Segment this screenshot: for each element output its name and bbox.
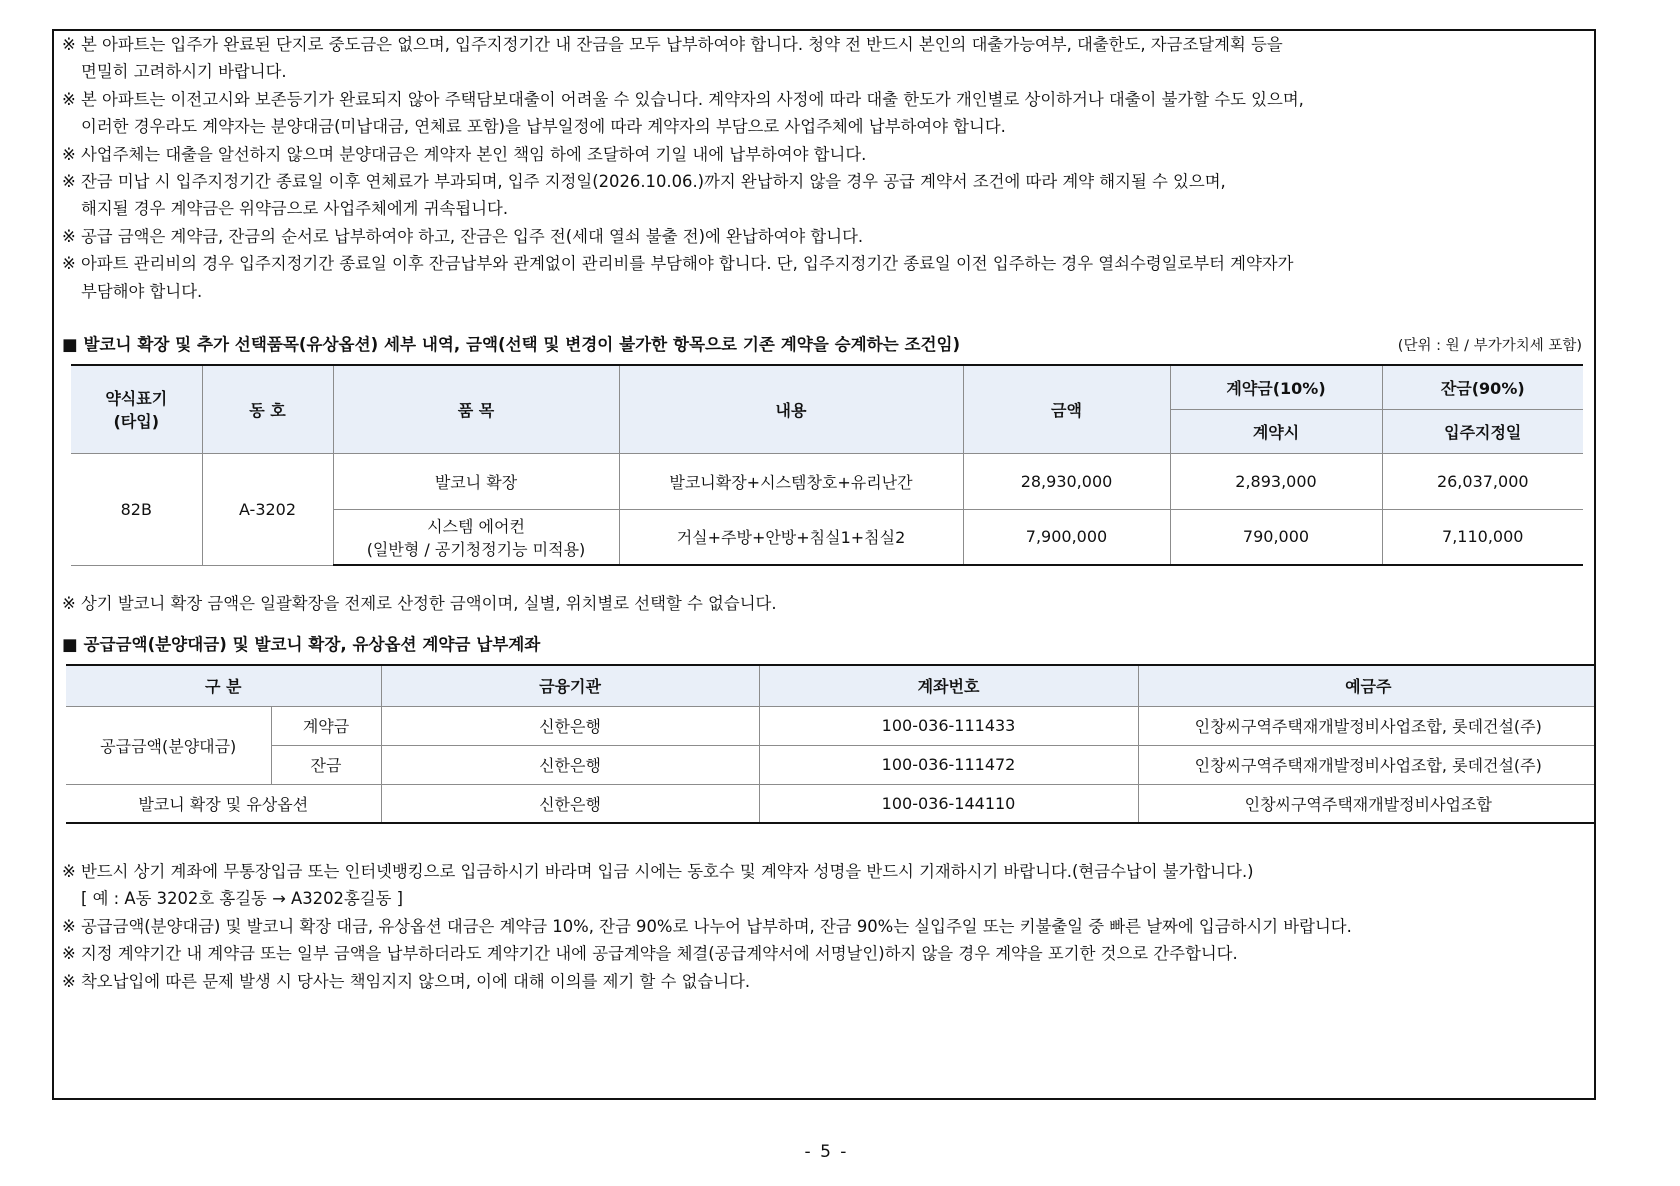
cell-account: 100-036-144110 <box>759 784 1138 823</box>
note-line: ※ 착오납입에 따른 문제 발생 시 당사는 책임지지 않으며, 이에 대해 이의를 제기 할 수 없습니다. <box>62 971 751 991</box>
cell-item-line1: 시스템 에어컨 <box>427 516 525 536</box>
options-table <box>71 364 1583 566</box>
cell-bank: 신한은행 <box>381 706 759 745</box>
cell-sub: 잔금 <box>271 745 381 784</box>
cell-holder: 인창씨구역주택재개발정비사업조합, 롯데건설(주) <box>1138 706 1596 745</box>
note-line: ※ 지정 계약기간 내 계약금 또는 일부 금액을 납부하더라도 계약기간 내에 공급계약을 체결(공급계약서에 서명날인)하지 않을 경우 계약을 포기한 것으로 간주합니다. <box>62 944 1238 964</box>
section-title: ■ 발코니 확장 및 추가 선택품목(유상옵션) 세부 내역, 금액(선택 및 변경이 불가한 항목으로 기존 계약을 승계하는 조건임) <box>62 335 961 354</box>
cell-deposit: 790,000 <box>1170 509 1382 565</box>
col-deposit: 계약금(10%) <box>1170 365 1382 409</box>
note-continuation: 이러한 경우라도 계약자는 분양대금(미납대금, 연체료 포함)을 납부일정에 따라 계약자의 부담으로 사업주체에 납부하여야 합니다. <box>81 117 1006 137</box>
col-deposit-when: 계약시 <box>1170 409 1382 453</box>
table-row <box>66 745 1596 784</box>
cell-bank: 신한은행 <box>381 745 759 784</box>
cell-balance: 7,110,000 <box>1382 509 1583 565</box>
options-footnote: ※ 상기 발코니 확장 금액은 일괄확장을 전제로 산정한 금액이며, 실별, 위치별로 선택할 수 없습니다. <box>62 594 777 613</box>
cell-account: 100-036-111472 <box>759 745 1138 784</box>
note-item <box>62 250 1304 305</box>
cell-item-line2: (일반형 / 공기청정기능 미적용) <box>366 539 586 559</box>
cell-option-label: 발코니 확장 및 유상옵션 <box>66 784 381 823</box>
note-line: ※ 잔금 미납 시 입주지정기간 종료일 이후 연체료가 부과되며, 입주 지정일(2026.10.06.)까지 완납하지 않을 경우 공급 계약서 조건에 따라 계약 해지될 수 있으며, <box>62 172 1226 192</box>
note-line: ※ 본 아파트는 이전고시와 보존등기가 완료되지 않아 주택담보대출이 어려울 수 있습니다. 계약자의 사정에 따라 대출 한도가 개인별로 상이하거나 대출이 불가할 수도 있으며, <box>62 89 1304 109</box>
note-line: ※ 본 아파트는 입주가 완료된 단지로 중도금은 없으며, 입주지정기간 내 잔금을 모두 납부하여야 합니다. 청약 전 반드시 본인의 대출가능여부, 대출한도, 자금조달계획 등을 <box>62 35 1283 54</box>
note-item <box>62 86 1304 141</box>
note-item <box>62 223 1304 250</box>
section-heading-accounts: ■ 공급금액(분양대금) 및 발코니 확장, 유상옵션 계약금 납부계좌 <box>62 635 541 654</box>
table-row <box>66 706 1596 745</box>
note-continuation: 해지될 경우 계약금은 위약금으로 사업주체에게 귀속됩니다. <box>81 199 509 219</box>
col-content: 내용 <box>619 365 963 453</box>
cell-amount: 7,900,000 <box>963 509 1170 565</box>
col-type-line1: 약식표기 <box>105 389 168 409</box>
cell-item: 발코니 확장 <box>333 453 619 509</box>
cell-holder: 인창씨구역주택재개발정비사업조합 <box>1138 784 1596 823</box>
section-heading-options <box>62 333 1582 357</box>
col-type <box>71 365 202 453</box>
col-category: 구 분 <box>66 665 381 706</box>
col-unit: 동 호 <box>202 365 333 453</box>
col-type-line2: (타입) <box>113 412 160 432</box>
note-line: ※ 공급금액(분양대금) 및 발코니 확장 대금, 유상옵션 대금은 계약금 10%, 잔금 90%로 나누어 납부하며, 잔금 90%는 실입주일 또는 키불출일 중 빠른 날짜에 입금하시기 바랍니다. <box>62 916 1352 936</box>
note-item <box>62 168 1304 223</box>
note-item <box>62 141 1304 168</box>
note-line: ※ 사업주체는 대출을 알선하지 않으며 분양대금은 계약자 본인 책임 하에 조달하여 기일 내에 납부하여야 합니다. <box>62 144 867 164</box>
cell-supply-label: 공급금액(분양대금) <box>66 706 271 784</box>
top-notes <box>62 31 1304 305</box>
col-balance: 잔금(90%) <box>1382 365 1583 409</box>
col-bank: 금융기관 <box>381 665 759 706</box>
cell-content: 발코니확장+시스템창호+유리난간 <box>619 453 963 509</box>
table-row <box>66 784 1596 823</box>
page-number: - 5 - <box>804 1142 849 1162</box>
document-frame <box>52 29 1596 1100</box>
table-row <box>71 453 1583 509</box>
cell-sub: 계약금 <box>271 706 381 745</box>
note-line: ※ 반드시 상기 계좌에 무통장입금 또는 인터넷뱅킹으로 입금하시기 바라며 입금 시에는 동호수 및 계약자 성명을 반드시 기재하시기 바랍니다.(현금수납이 불가합니다.) <box>62 862 1254 881</box>
cell-type: 82B <box>71 453 202 565</box>
table-header-row <box>66 665 1596 706</box>
bottom-notes <box>62 858 1352 995</box>
unit-note: (단위 : 원 / 부가가치세 포함) <box>1397 338 1582 354</box>
col-item: 품 목 <box>333 365 619 453</box>
note-item <box>62 31 1304 86</box>
cell-account: 100-036-111433 <box>759 706 1138 745</box>
cell-deposit: 2,893,000 <box>1170 453 1382 509</box>
cell-balance: 26,037,000 <box>1382 453 1583 509</box>
col-account: 계좌번호 <box>759 665 1138 706</box>
note-continuation: 면밀히 고려하시기 바랍니다. <box>81 62 287 82</box>
col-amount: 금액 <box>963 365 1170 453</box>
note-line: ※ 공급 금액은 계약금, 잔금의 순서로 납부하여야 하고, 잔금은 입주 전(세대 열쇠 불출 전)에 완납하여야 합니다. <box>62 226 864 246</box>
accounts-table <box>66 664 1596 824</box>
note-line: ※ 아파트 관리비의 경우 입주지정기간 종료일 이후 잔금납부와 관계없이 관리비를 부담해야 합니다. 단, 입주지정기간 종료일 이전 입주하는 경우 열쇠수령일로부터 계약자가 <box>62 254 1294 274</box>
table-header-row <box>71 365 1583 409</box>
cell-unit: A-3202 <box>202 453 333 565</box>
note-continuation: 부담해야 합니다. <box>81 281 203 301</box>
cell-bank: 신한은행 <box>381 784 759 823</box>
col-holder: 예금주 <box>1138 665 1596 706</box>
cell-item <box>333 509 619 565</box>
col-balance-when: 입주지정일 <box>1382 409 1583 453</box>
cell-holder: 인창씨구역주택재개발정비사업조합, 롯데건설(주) <box>1138 745 1596 784</box>
cell-content: 거실+주방+안방+침실1+침실2 <box>619 509 963 565</box>
note-example: [ 예 : A동 3202호 홍길동 → A3202홍길동 ] <box>81 889 404 909</box>
cell-amount: 28,930,000 <box>963 453 1170 509</box>
